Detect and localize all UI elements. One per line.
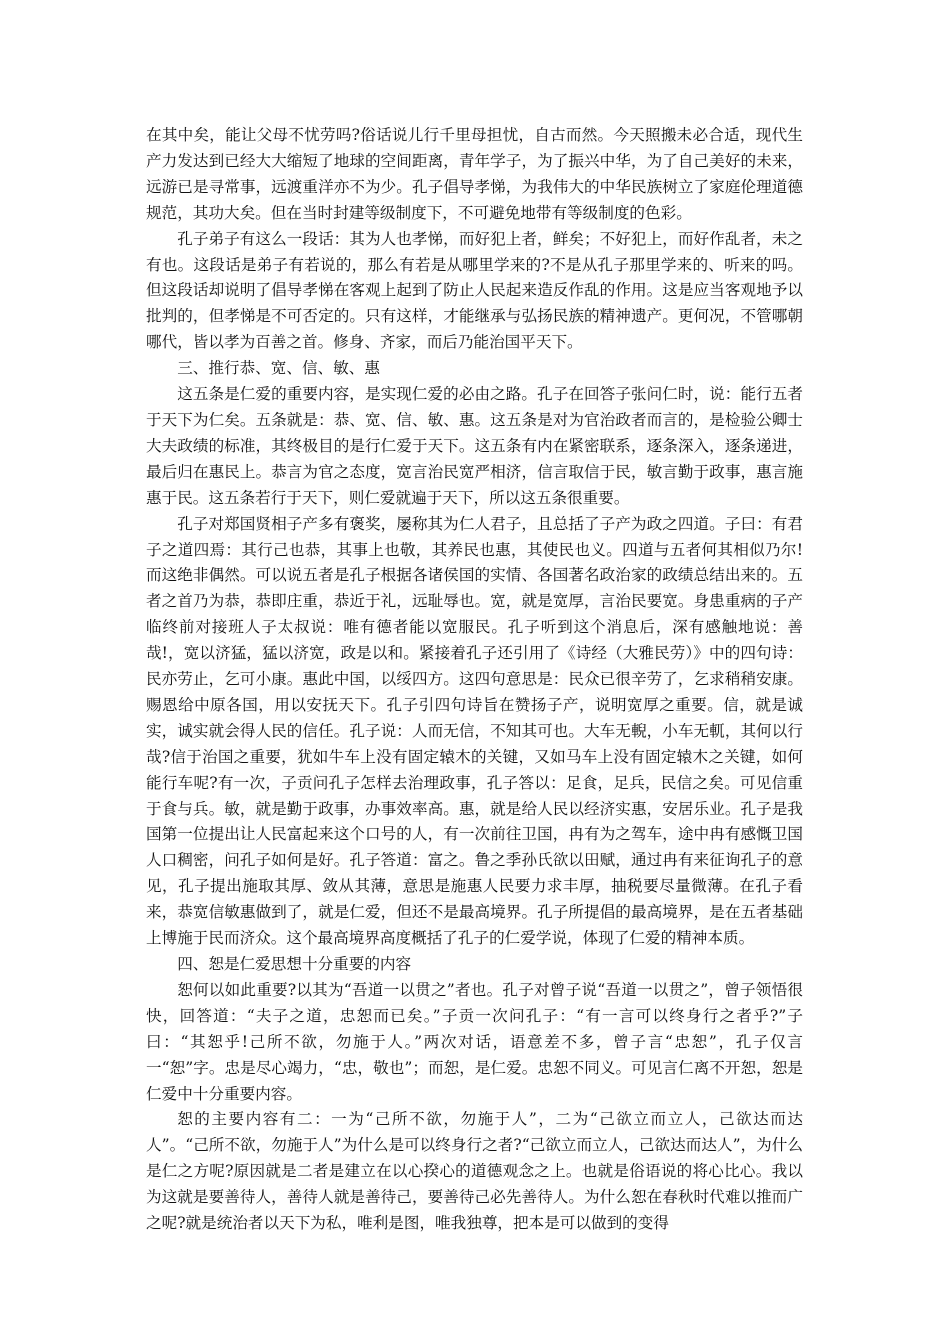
paragraph-shu-content: 恕的主要内容有二：一为“己所不欲，勿施于人”，二为“己欲立而立人，己欲达而达人”。“己所不欲，勿施于人”为什么是可以终身行之者?“己欲立而立人，己欲达而达人”，为什么是仁之方呢?原因就是二者是建立在以心揆心的道德观念之上。也就是俗语说的将心比心。我以为这就是要善待人，善待人就是善待己，要善待己必先善待人。为什么恕在春秋时代难以推而广之呢?就是统治者以天下为私，唯利是图，唯我独尊，把本是可以做到的变得 <box>146 1110 803 1233</box>
paragraph-filial-piety: 孔子弟子有这么一段话：其为人也孝悌，而好犯上者，鲜矣；不好犯上，而好作乱者，未之有也。这段话是弟子有若说的，那么有若是从哪里学来的?不是从孔子那里学来的、听来的吗。但这段话却说明了倡导孝悌在客观上起到了防止人民起来造反作乱的作用。这是应当客观地予以批判的，但孝悌是不可否定的。只有这样，才能继承与弘扬民族的精神遗产。更何况，不管哪朝哪代，皆以孝为百善之首。修身、齐家，而后乃能治国平天下。 <box>146 229 803 352</box>
document-page <box>146 123 803 1237</box>
paragraph-five-virtues: 这五条是仁爱的重要内容，是实现仁爱的必由之路。孔子在回答子张问仁时，说：能行五者于天下为仁矣。五条就是：恭、宽、信、敏、惠。这五条是对为官治政者而言的，是检验公卿士大夫政绩的标准，其终极目的是行仁爱于天下。这五条有内在紧密联系，逐条深入，逐条递进，最后归在惠民上。恭言为官之态度，宽言治民宽严相济，信言取信于民，敏言勤于政事，惠言施惠于民。这五条若行于天下，则仁爱就遍于天下，所以这五条很重要。 <box>146 385 803 507</box>
section-heading-three: 三、推行恭、宽、信、敏、惠 <box>177 359 380 378</box>
paragraph-zichan: 孔子对郑国贤相子产多有褒奖，屡称其为仁人君子，且总括了子产为政之四道。子曰：有君子之道四焉：其行己也恭，其事上也敬，其养民也惠，其使民也义。四道与五者何其相似乃尔!而这绝非偶然。可以说五者是孔子根据各诸侯国的实情、各国著名政治家的政绩总结出来的。五者之首乃为恭，恭即庄重，恭近于礼，远耻辱也。宽，就是宽厚，言治民要宽。身患重病的子产临终前对接班人子太叔说：唯有德者能以宽服民。孔子听到这个消息后，深有感触地说：善哉!，宽以济猛，猛以济宽，政是以和。紧接着孔子还引用了《诗经（大雅民劳）》中的四句诗：民亦劳止，乞可小康。惠此中国，以绥四方。这四句意思是：民众已很辛劳了，乞求稍稍安康。赐恩给中原各国，用以安抚天下。孔子引四句诗旨在赞扬子产，说明宽厚之重要。信，就是诚实，诚实就会得人民的信任。孔子说：人而无信，不知其可也。大车无輗，小车无軏，其何以行哉?信于治国之重要，犹如牛车上没有固定辕木的关键，又如马车上没有固定辕木之关键，如何能行车呢?有一次，子贡问孔子怎样去治理政事，孔子答以：足食，足兵，民信之矣。可见信重于食与兵。敏，就是勤于政事，办事效率高。惠，就是给人民以经济实惠，安居乐业。孔子是我国第一位提出让人民富起来这个口号的人，有一次前往卫国，冉有为之驾车，途中冉有感慨卫国人口稠密，问孔子如何是好。孔子答道：富之。鲁之季孙氏欲以田赋，通过冉有来征询孔子的意见，孔子提出施取其厚、敛从其薄，意思是施惠人民要力求丰厚，抽税要尽量微薄。在孔子看来，恭宽信敏惠做到了，就是仁爱，但还不是最高境界。孔子所提倡的最高境界，是在五者基础上博施于民而济众。这个最高境界高度概括了孔子的仁爱学说，体现了仁爱的精神本质。 <box>146 514 803 948</box>
paragraph-shu-importance: 恕何以如此重要?以其为“吾道一以贯之”者也。孔子对曾子说“吾道一以贯之”，曾子领悟很快，回答道：“夫子之道，忠恕而已矣。”子贡一次问孔子：“有一言可以终身行之者乎?”子曰：“其恕乎!己所不欲，勿施于人。”两次对话，语意差不多，曾子言“忠恕”，孔子仅言一“恕”字。忠是尽心竭力，“忠，敬也”；而恕，是仁爱。忠恕不同义。可见言仁离不开恕，恕是仁爱中十分重要内容。 <box>146 980 803 1103</box>
section-heading-four: 四、恕是仁爱思想十分重要的内容 <box>177 955 412 973</box>
paragraph-continuation: 在其中矣，能让父母不忧劳吗?俗话说儿行千里母担忧，自古而然。今天照搬未必合适，现代生产力发达到已经大大缩短了地球的空间距离，青年学子，为了振兴中华，为了自己美好的未来，远游已是寻常事，远渡重洋亦不为少。孔子倡导孝悌，为我伟大的中华民族树立了家庭伦理道德规范，其功大矣。但在当时封建等级制度下，不可避免地带有等级制度的色彩。 <box>146 126 803 222</box>
